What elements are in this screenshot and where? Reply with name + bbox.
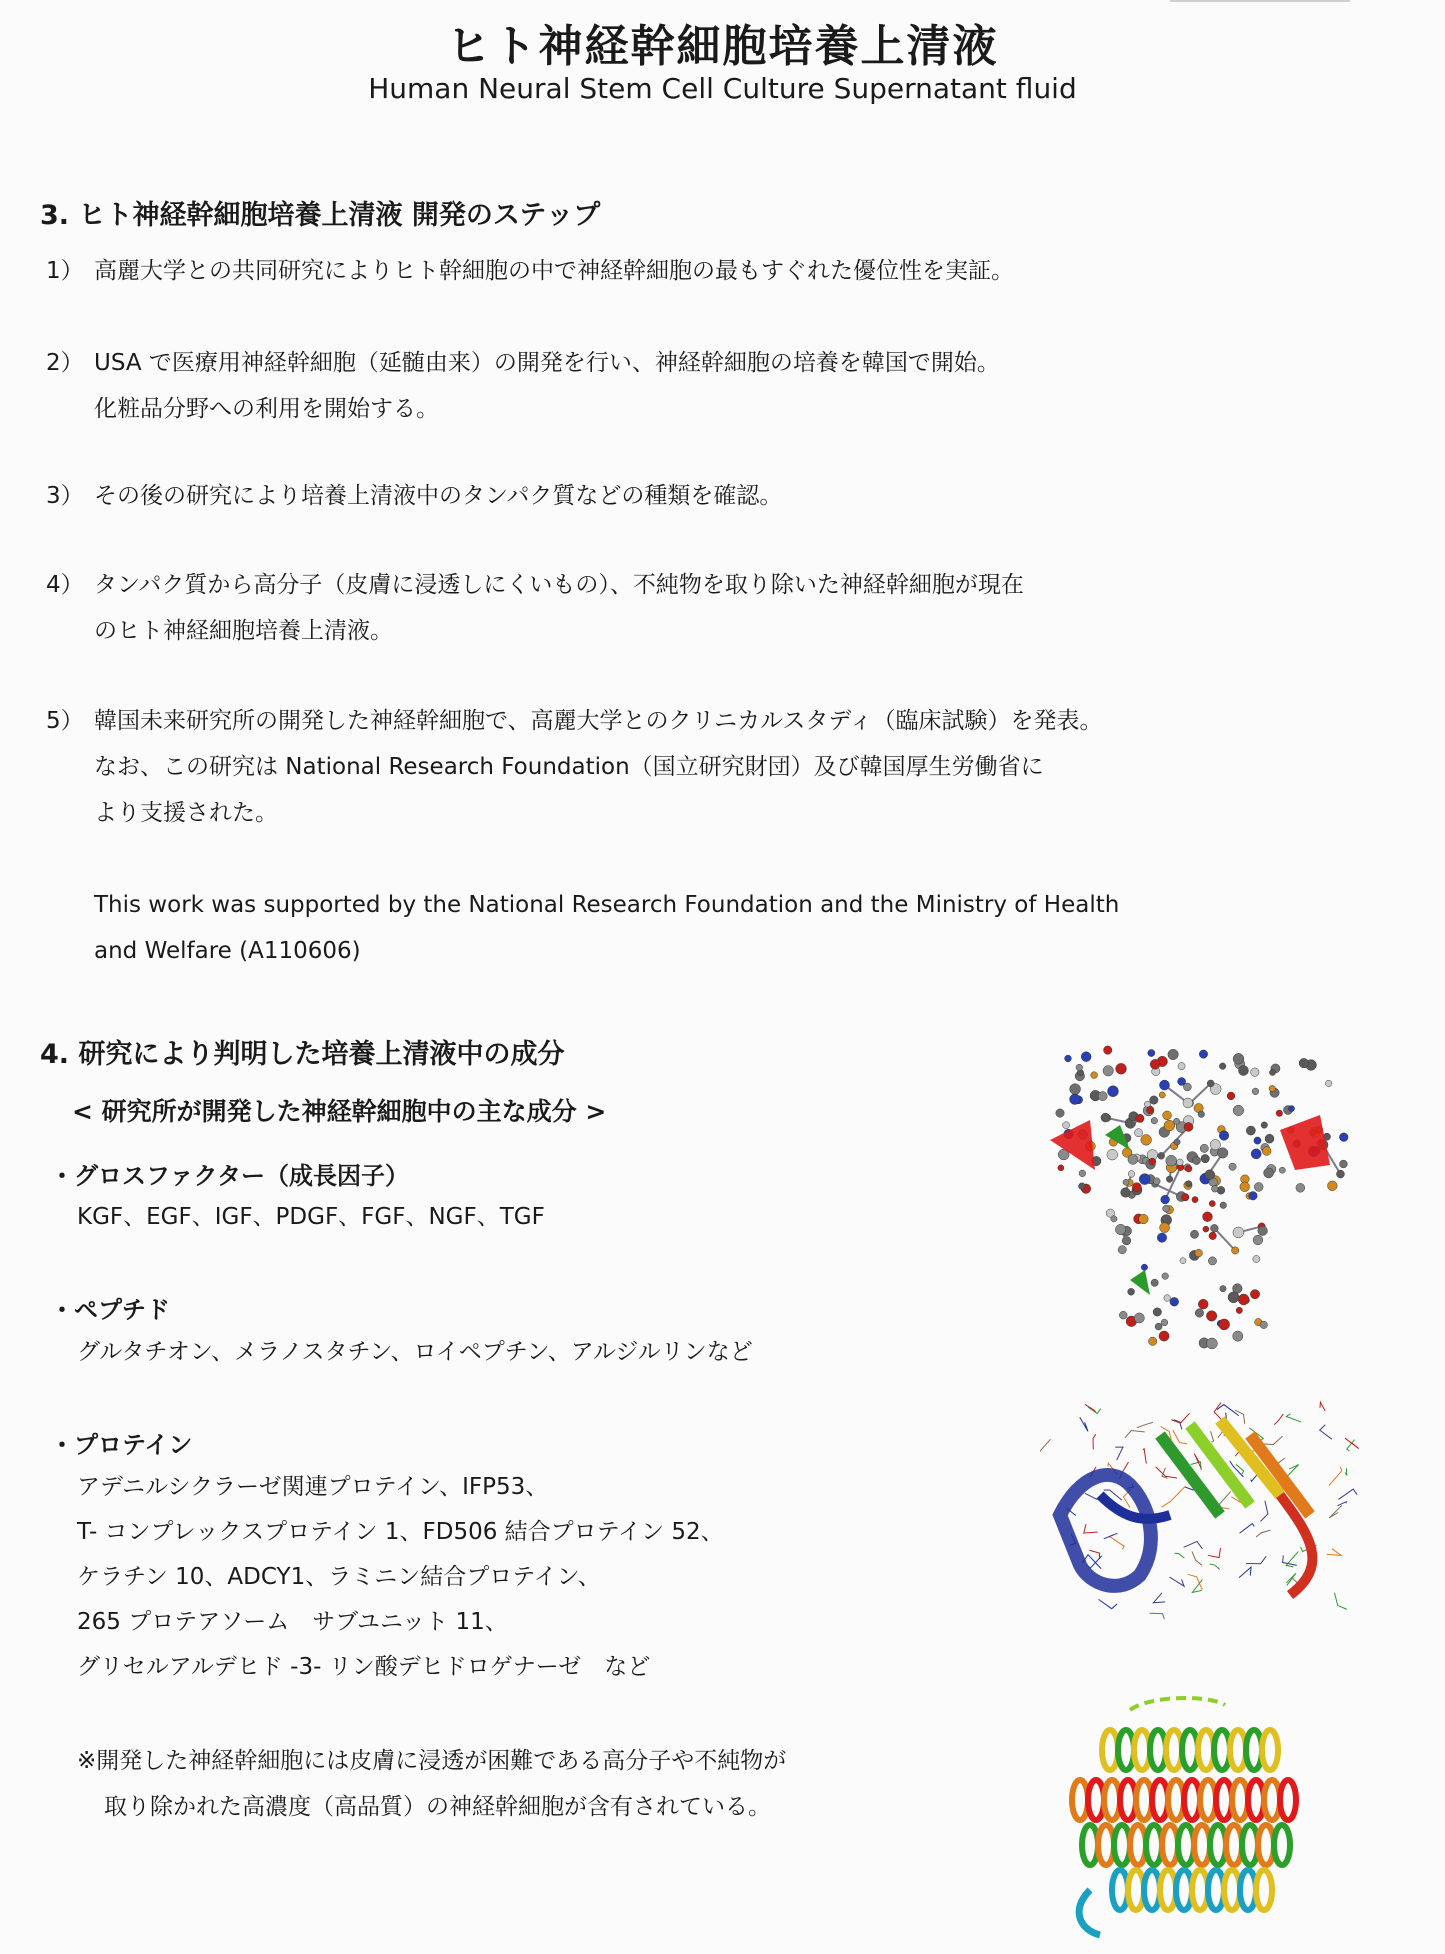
footnote-line: ※開発した神経幹細胞には皮膚に浸透が困難である高分子や不純物が	[77, 1748, 787, 1774]
step-number: 4）	[46, 572, 84, 598]
step-text: USA で医療用神経幹細胞（延髄由来）の開発を行い、神経幹細胞の培養を韓国で開始。	[94, 350, 1000, 376]
section-4-heading: 4. 研究により判明した培養上清液中の成分	[40, 1039, 565, 1070]
molecule-ball-and-stick-image	[1020, 1030, 1380, 1360]
category-growth-factor: ・グロスファクター（成長因子）	[50, 1162, 410, 1190]
step-number: 3）	[46, 483, 84, 509]
category-peptide: ・ペプチド	[50, 1296, 170, 1324]
list-item: アデニルシクラーゼ関連プロテイン、IFP53、	[77, 1474, 549, 1500]
footnote-line: 取り除かれた高濃度（高品質）の神経幹細胞が含有されている。	[104, 1794, 771, 1820]
section-3-heading: 3. ヒト神経幹細胞培養上清液 開発のステップ	[40, 200, 601, 231]
step-5	[46, 698, 1119, 974]
category-protein: ・プロテイン	[50, 1431, 193, 1459]
step-text: 高麗大学との共同研究によりヒト幹細胞の中で神経幹細胞の最もすぐれた優位性を実証。	[94, 258, 1014, 284]
list-item: T- コンプレックスプロテイン 1、FD506 結合プロテイン 52、	[77, 1519, 724, 1545]
step-1	[46, 248, 1014, 294]
step-text: 化粧品分野への利用を開始する。	[94, 396, 439, 422]
list-item: KGF、EGF、IGF、PDGF、FGF、NGF、TGF	[77, 1204, 545, 1230]
step-text: 韓国未来研究所の開発した神経幹細胞で、高麗大学とのクリニカルスタディ（臨床試験）を発表。	[94, 708, 1103, 734]
page-title: ヒト神経幹細胞培養上清液	[446, 21, 999, 72]
step-text: より支援された。	[94, 800, 278, 826]
footnote	[77, 1738, 786, 1830]
page-subtitle: Human Neural Stem Cell Culture Supernatant fluid	[368, 72, 1077, 105]
step-text: のヒト神経細胞培養上清液。	[94, 618, 393, 644]
list-item: グルタチオン、メラノスタチン、ロイペプチン、アルジルリンなど	[77, 1339, 753, 1365]
list-item: ケラチン 10、ADCY1、ラミニン結合プロテイン、	[77, 1564, 601, 1590]
protein-list	[77, 1465, 724, 1690]
step-text: なお、この研究は National Research Foundation（国立研究財団）及び韓国厚生労働省に	[94, 754, 1044, 780]
step-text: その後の研究により培養上清液中のタンパク質などの種類を確認。	[94, 483, 783, 509]
growth-factor-list	[77, 1195, 545, 1240]
list-item: 265 プロテアソーム サブユニット 11、	[77, 1609, 508, 1635]
top-edge-line	[1170, 0, 1350, 2]
list-item: グリセルアルデヒド -3- リン酸デヒドロゲナーゼ など	[77, 1654, 651, 1680]
step-2	[46, 340, 1000, 432]
helix-ribbon-image	[1050, 1680, 1340, 1950]
protein-ribbon-image	[1040, 1395, 1370, 1625]
english-note: This work was supported by the National Research Foundation and the Ministry of Health	[94, 892, 1120, 918]
english-note: and Welfare (A110606)	[94, 938, 361, 964]
step-number: 1）	[46, 258, 84, 284]
step-3	[46, 473, 782, 519]
step-number: 5）	[46, 708, 84, 734]
peptide-list	[77, 1330, 753, 1375]
step-text: タンパク質から高分子（皮膚に浸透しにくいもの）、不純物を取り除いた神経幹細胞が現在	[94, 572, 1024, 598]
step-4	[46, 562, 1024, 654]
step-number: 2）	[46, 350, 84, 376]
components-subheading: < 研究所が開発した神経幹細胞中の主な成分 >	[72, 1097, 607, 1126]
